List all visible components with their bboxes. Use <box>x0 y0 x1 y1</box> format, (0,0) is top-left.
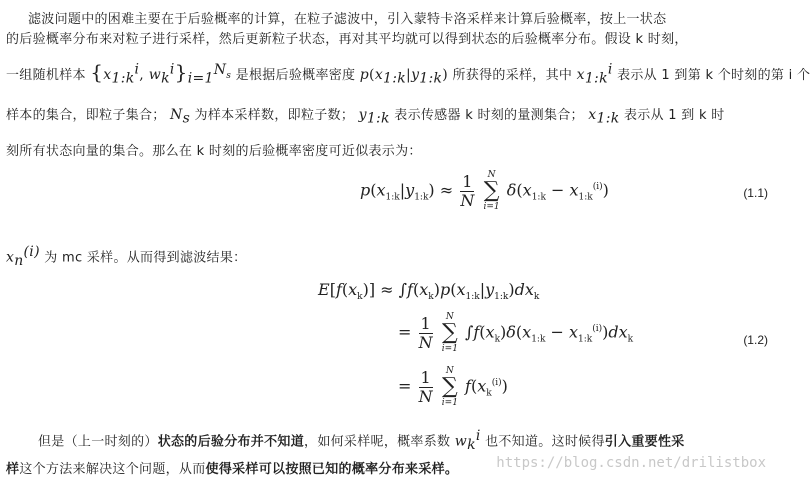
equation-number-1-2: (1.2) <box>743 333 768 347</box>
equation-1-2-row-2: = $\frac{1}{N}$ N ∑ i=1 $\int f(x_k)\delta(x_{1:k} - x_{1:k}^{(i)})dx_k$ <box>398 312 634 354</box>
equation-1-1: $p(x_{1:k}|y_{1:k})$ ≈ $\frac{1}{N}$ N ∑ i=1 $\delta(x_{1:k} - x_{1:k}^{(i)})$ <box>360 170 609 212</box>
bold-importance-sampling: 引入重要性采 <box>604 434 685 450</box>
equation-1-2-row-3: = $\frac{1}{N}$ N ∑ i=1 $f(x_k^{(i)})$ <box>398 366 508 408</box>
para-line-5: 刻所有状态向量的集合。那么在 k 时刻的后验概率密度可近似表示为： <box>6 144 422 159</box>
para-line-3: 一组随机样本 {$x_{1:k}^i$, $w_k^i\}_{i=1}^{N_s}$ 是根据后验概率密度 $p(x_{1:k}|y_{1:k})$ 所获得的采样，其中 $x_{1:k}^i$ 表示从 1 到第 k 个时刻的第 i 个 <box>6 60 810 87</box>
equation-1-2-row-1: $E[f(x_k)] \approx \int f(x_k)p(x_{1:k}|y_{1:k})dx_k$ <box>318 280 540 303</box>
para-line-4: 样本的集合，即粒子集合； $N_s$ 为样本采样数，即粒子数； $y_{1:k}$ 表示传感器 k 时刻的量测集合； $x_{1:k}$ 表示从 1 到 k 时 <box>6 107 725 127</box>
csdn-watermark: https://blog.csdn.net/drilistbox <box>496 455 766 471</box>
bold-unknown-posterior: 状态的后验分布并不知道 <box>157 434 305 450</box>
mc-sampling-line: $x_n^{(i)}$ 为 mc 采样。从而得到滤波结果： <box>6 244 247 269</box>
equation-number-1-1: (1.1) <box>743 186 768 200</box>
para-line-1: 滤波问题中的困难主要在于后验概率的计算，在粒子滤波中，引入蒙特卡洛采样来计算后验概率，按上一状态 <box>28 12 667 27</box>
bold-sampling-known-distribution: 使得采样可以按照已知的概率分布来采样。 <box>205 462 459 477</box>
final-line-1: 但是（上一时刻的）状态的后验分布并不知道，如何采样呢，概率系数 $w_k^i$ 也不知道。这时候得引入重要性采 <box>38 428 685 453</box>
para-line-2: 的后验概率分布来对粒子进行采样，然后更新粒子状态，再对其平均就可以得到状态的后验概率分布。假设 k 时刻， <box>6 32 688 47</box>
final-line-2: 样这个方法来解决这个问题，从而使得采样可以按照已知的概率分布来采样。 <box>6 462 459 477</box>
